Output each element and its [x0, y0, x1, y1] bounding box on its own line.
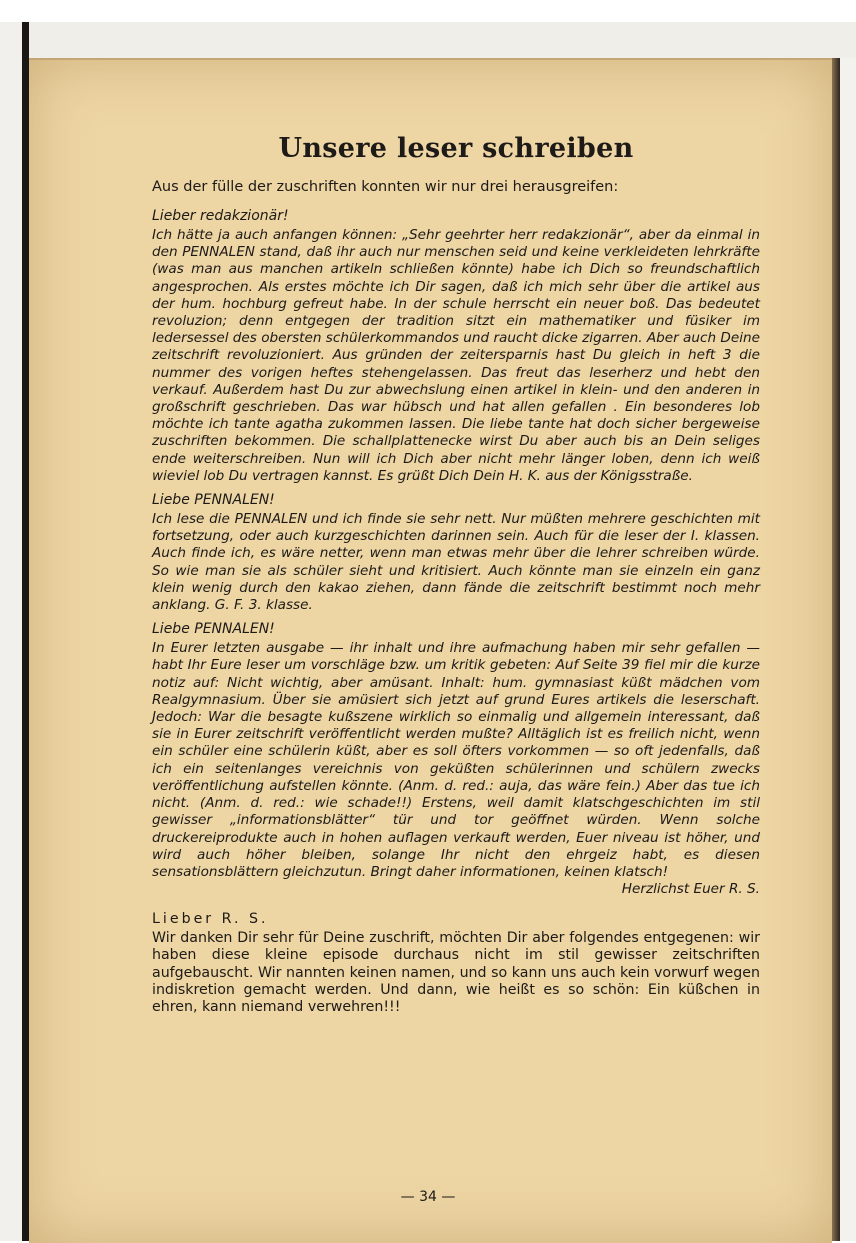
- scan-right-margin: [840, 58, 856, 1241]
- article: [152, 125, 760, 1017]
- letter-salutation: Liebe PENNALEN!: [152, 621, 275, 638]
- paper-right-edge: [832, 58, 840, 1241]
- letter-1: [152, 207, 760, 485]
- letter-salutation: Lieber redakzionär!: [152, 208, 289, 224]
- letter-body: In Eurer letzten ausgabe — ihr inhalt und ihre aufmachung haben mir sehr gefallen — habt Ihr Eure leser um vorschläge bzw. um kritik gebeten: Auf Seite 39 fiel mir die kurze notiz auf: Nicht wichtig, aber amüsant. Inhalt: hum. gymnasiast küßt mädchen vom Realgymnasium. Über sie amüsiert sich jetzt auf grund Eures artikels die leserschaft. Jedoch: War die besagte kußszene wirklich so einmalig und allgemein interessant, daß sie in Eurer zeitschrift veröffentlicht werden mußte? Alltäglich ist es freilich nicht, wenn ein schüler eine schülerin küßt, aber es soll öfters vorkommen — so oft jedenfalls, daß ich ein seitenlanges vereichnis von geküßten schülerinnen und schülern zwecks veröffentlichung aufstellen könnte. (Anm. d. red.: auja, das wäre fein.) Aber das tue ich nicht. (Anm. d. red.: wie schade!!) Erstens, weil damit klatschgeschichten im stil gewisser „informationsblätter“ tür und tor geöffnet würden. Wenn solche druckereiprodukte auch in hohen auflagen verkauft werden, Euer niveau ist höher, und wird auch höher bleiben, solange Ihr nicht den ehrgeiz habt, es diesen sensationsblättern gleichzutun. Bringt daher informationen, keinen klatsch!: [152, 640, 760, 880]
- letter-signoff: Herzlichst Euer R. S.: [621, 881, 760, 898]
- letter-2: [152, 491, 760, 614]
- intro-text: Aus der fülle der zuschriften konnten wir nur drei herausgreifen:: [152, 179, 619, 195]
- page-title: Unsere leser schreiben: [278, 133, 634, 164]
- letter-body: Ich lese die PENNALEN und ich finde sie sehr nett. Nur müßten mehrere geschichten mit fortsetzung, oder auch kurzgeschichten darinnen sein. Auch für die leser der I. klassen. Auch finde ich, es wäre netter, wenn man etwas mehr über die lehrer schreiben würde. So wie man sie als schüler sieht und kritisiert. Auch könnte man sie einzeln ein ganz klein wenig durch den kakao ziehen, dann fände die zeitschrift bestimmt noch mehr anklang. G. F. 3. klasse.: [152, 511, 760, 614]
- letter-salutation: Liebe PENNALEN!: [152, 492, 275, 509]
- scan-top-gap: [29, 22, 856, 58]
- reply-salutation: Lieber R. S.: [152, 911, 269, 928]
- letter-3: [152, 620, 760, 898]
- scan-left-margin: [0, 22, 22, 1241]
- scan-left-edge: [22, 22, 29, 1241]
- letter-body: Ich hätte ja auch anfangen können: „Sehr geehrter herr redakzionär“, aber da einmal in den PENNALEN stand, daß ihr auch nur menschen seid und keine verkleideten lehrkräfte (was man aus manchen artikeln schließen könnte) habe ich Dich so freundschaftlich angesprochen. Als erstes möchte ich Dir sagen, daß ich mich sehr über die artikel aus der hum. hochburg gefreut habe. In der schule herrscht ein neuer boß. Das bedeutet revoluzion; denn entgegen der tradition sitzt ein mathematiker und füsiker im ledersessel des obersten schülerkommandos und raucht dicke zigarren. Aber auch Deine zeitschrift revoluzioniert. Aus gründen der zeitersparnis hast Du gleich in heft 3 die nummer des vorigen heftes stehengelassen. Das freut das leserherz und hebt den verkauf. Außerdem hast Du zur abwechslung einen artikel in klein- und den anderen in großschrift geschrieben. Das war hübsch und hat allen gefallen . Ein besonderes lob möchte ich tante agatha zukommen lassen. Die liebe tante hat doch sicher bergeweise zuschriften bekommen. Die schallplattenecke wirst Du aber auch bis an Dein seliges ende weiterschreiben. Nun will ich Dich aber nicht mehr länger loben, denn ich weiß wieviel lob Du vertragen kannst. Es grüßt Dich Dein H. K. aus der Königsstraße.: [152, 227, 760, 484]
- page-number: — 34 —: [400, 1189, 456, 1205]
- scan-top-margin: [0, 0, 856, 22]
- reply-body: Wir danken Dir sehr für Deine zuschrift, möchten Dir aber folgendes entgegenen: wir haben diese kleine episode durchaus nicht im stil gewisser zeitschriften aufgebauscht. Wir nannten keinen namen, und so kann uns auch kein vorwurf wegen indiskretion gemacht werden. Und dann, wie heißt es so schön: Ein küßchen in ehren, kann niemand verwehren!!!: [152, 930, 760, 1016]
- editor-reply: [152, 910, 760, 1016]
